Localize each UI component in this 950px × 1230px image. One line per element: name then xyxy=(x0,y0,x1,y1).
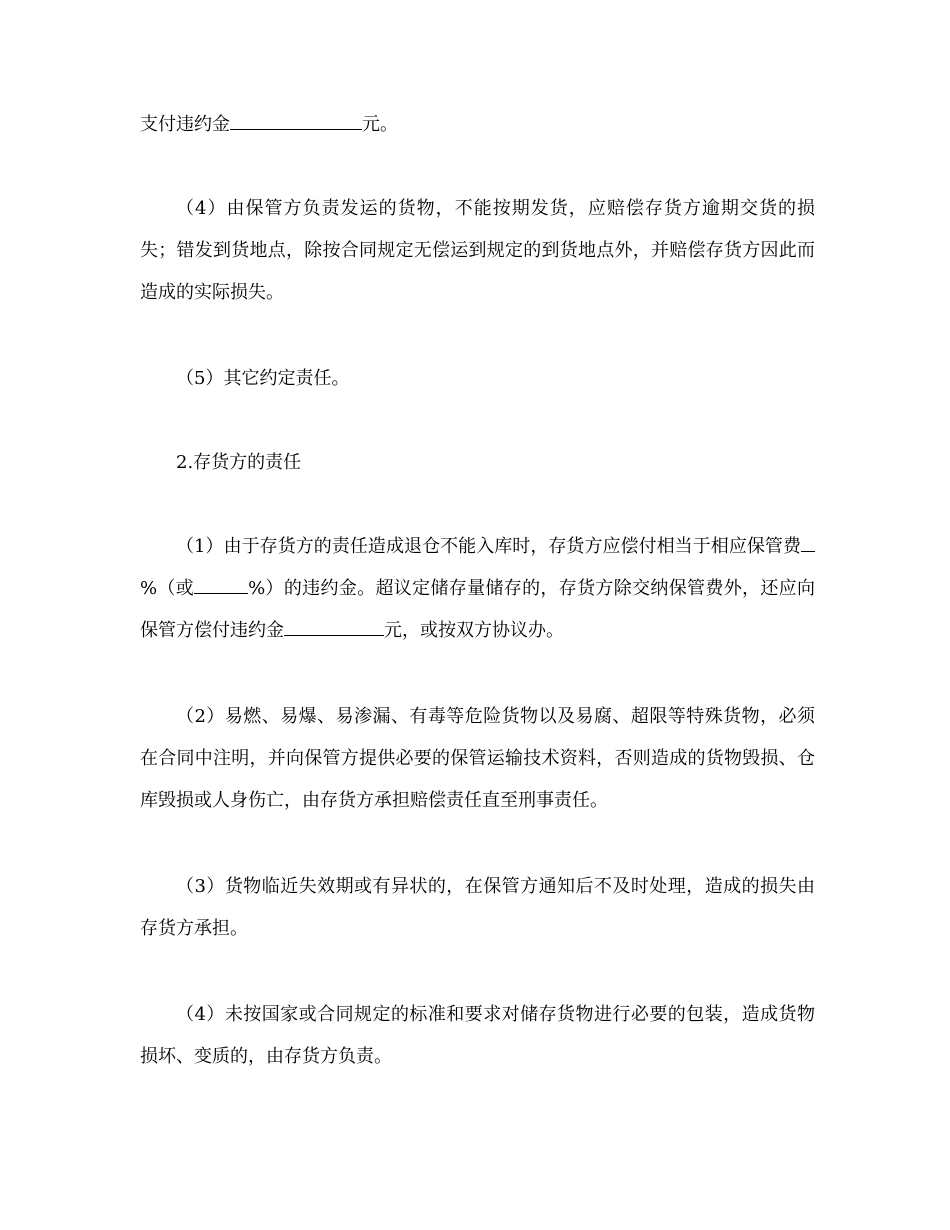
text-segment: %（或 xyxy=(140,578,195,599)
paragraph-keeper-item-4: （4）由保管方负责发运的货物，不能按期发货，应赔偿存货方逾期交货的损失；错发到货地点，除按合同规定无偿运到规定的到货地点外，并赔偿存货方因此而造成的实际损失。 xyxy=(140,198,815,303)
text-segment: （1）由于存货方的责任造成退仓不能入库时，存货方应偿付相当于相应保管费 xyxy=(176,536,801,557)
paragraph-penalty-payment xyxy=(140,104,815,146)
fill-in-blank xyxy=(284,617,384,636)
fill-in-blank xyxy=(230,111,362,130)
text-segment: %）的违约金。超议定储存量储存的，存货方除交纳保管费外，还应向保管方偿付违约金 xyxy=(140,578,815,641)
paragraph-depositor-item-1 xyxy=(140,526,815,652)
text-segment: 支付违约金 xyxy=(140,114,230,135)
paragraph-depositor-item-3: （3）货物临近失效期或有异状的，在保管方通知后不及时处理，造成的损失由存货方承担。 xyxy=(140,876,815,939)
text-segment: 元。 xyxy=(362,114,398,135)
paragraph-depositor-item-2: （2）易燃、易爆、易渗漏、有毒等危险货物以及易腐、超限等特殊货物，必须在合同中注明，并向保管方提供必要的保管运输技术资料，否则造成的货物毁损、仓库毁损或人身伤亡，由存货方承担赔偿责任直至刑事责任。 xyxy=(140,706,815,811)
text-segment: 元，或按双方协议办。 xyxy=(384,620,564,641)
paragraph-keeper-item-5: （5）其它约定责任。 xyxy=(176,368,350,389)
section-heading-depositor-responsibility: 2.存货方的责任 xyxy=(176,452,302,473)
fill-in-blank xyxy=(801,533,815,552)
fill-in-blank xyxy=(194,575,248,594)
paragraph-depositor-item-4: （4）未按国家或合同规定的标准和要求对储存货物进行必要的包装，造成货物损坏、变质的，由存货方负责。 xyxy=(140,1004,815,1067)
